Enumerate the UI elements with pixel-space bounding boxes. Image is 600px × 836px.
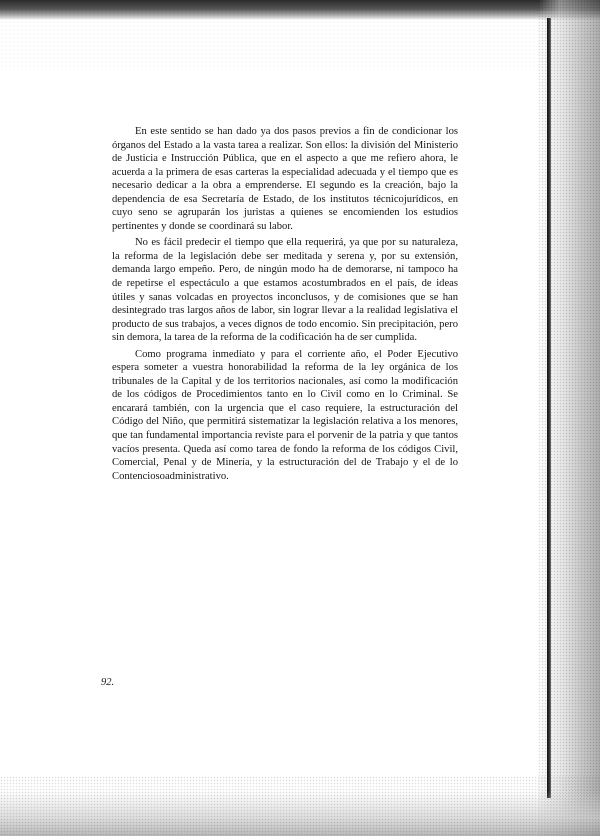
scan-noise-top xyxy=(0,0,600,70)
body-text xyxy=(112,125,458,483)
page-number: 92. xyxy=(101,677,115,688)
paragraph-2: No es fácil predecir el tiempo que ella requerirá, ya que por su naturaleza, la reforma de la legislación debe ser meditada y serena y, por su extensión, demanda largo empeño. Pero, de ningún modo ha de demorarse, ni tampoco ha de repetirse el espectáculo a que estamos acostumbrados en el país, de ideas útiles y sanas volcadas en proyectos inconclusos, y de comisiones que se han desintegrado tras largos años de labor, sin lograr llevar a la realidad legislativa el producto de sus trabajos, a veces dignos de todo encomio. Sin precipitación, pero sin demora, la tarea de la reforma de la codificación ha de ser cumplida. xyxy=(112,237,458,344)
book-spine-shadow xyxy=(547,18,551,798)
paragraph-1: En este sentido se han dado ya dos pasos previos a fin de condicionar los órganos del Estado a la vasta tarea a realizar. Son ellos: la división del Ministerio de Justicia e Instrucción Pública, que en el aspecto a que me refiero ahora, le acuerda a la primera de esas carteras la especialidad adecuada y el tiempo que es necesario dedicar a la obra a emprenderse. El segundo es la creación, bajo la dependencia de esa Secretaría de Estado, de los institutos técnicojurídicos, en cuyo seno se agruparán los juristas a quienes se encomienden los estudios pertinentes y donde se coordinará su labor. xyxy=(112,126,458,232)
paragraph-3: Como programa inmediato y para el corriente año, el Poder Ejecutivo espera someter a vuestra honorabilidad la reforma de la ley orgánica de los tribunales de la Capital y de los territorios nacionales, así como la modificación de los códigos de Procedimientos tanto en lo Civil como en lo Criminal. Se encarará también, con la urgencia que el caso requiere, la estructuración del Código del Niño, que permitirá sistematizar la legislación relativa a los menores, que tan fundamental importancia reviste para el porvenir de la patria y que tantos vacíos presenta. Queda así como tarea de fondo la reforma de los códigos Civil, Comercial, Penal y de Minería, y la estructuración del de Trabajo y el de lo Contenciosoadministrativo. xyxy=(112,348,458,482)
scan-noise-bottom xyxy=(0,776,600,836)
